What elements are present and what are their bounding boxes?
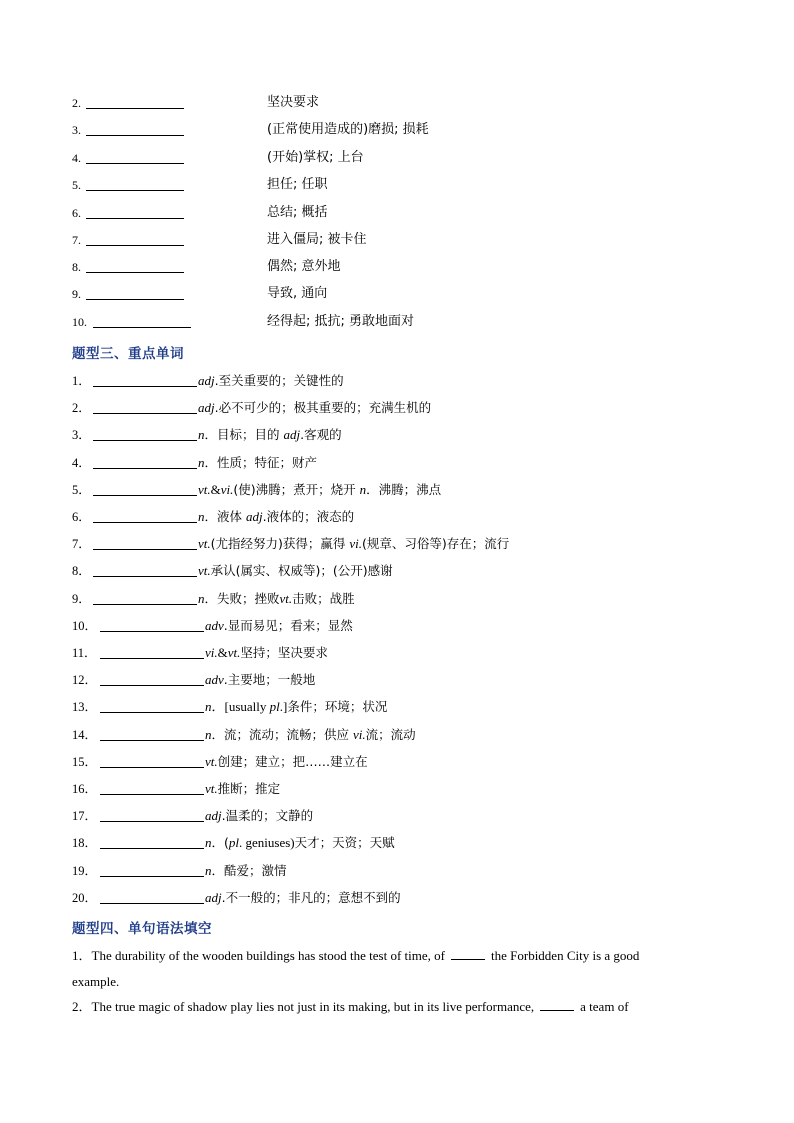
definition-text: .显而易见；看来；显然 xyxy=(223,617,353,633)
part-of-speech: vi. xyxy=(220,481,234,497)
word-definition xyxy=(198,398,431,418)
word-number: 17． xyxy=(72,809,98,824)
part-of-speech: vi. xyxy=(349,536,363,552)
part-of-speech: n xyxy=(198,454,205,470)
sentence-text: The true magic of shadow play lies not just in its making, but in its live performance, xyxy=(91,999,535,1014)
answer-blank[interactable] xyxy=(86,163,184,164)
phrase-row xyxy=(72,284,328,304)
definition-text: ．[usually xyxy=(211,699,270,715)
phrase-meaning: 担任; 任职 xyxy=(267,177,328,192)
word-definition xyxy=(205,643,328,663)
word-definition xyxy=(205,697,387,717)
phrase-meaning: 导致, 通向 xyxy=(267,286,328,301)
answer-blank[interactable] xyxy=(93,468,197,469)
phrase-row xyxy=(72,257,341,277)
part-of-speech: vt. xyxy=(205,781,218,796)
part-of-speech: n xyxy=(359,481,367,497)
phrase-meaning: 经得起; 抵抗; 勇敢地面对 xyxy=(267,314,415,329)
sentence-1-continued xyxy=(72,972,119,992)
definition-text: .至关重要的；关键性的 xyxy=(214,373,344,388)
sentence-number: 2． xyxy=(72,999,92,1014)
answer-blank[interactable] xyxy=(93,495,197,496)
word-definition xyxy=(205,725,416,745)
definition-text: ．( xyxy=(211,835,229,851)
definition-text: (尤指经努力)获得；赢得 xyxy=(210,536,350,552)
word-number: 4． xyxy=(72,455,91,470)
phrase-number: 10. xyxy=(72,315,87,329)
sentence-text: example. xyxy=(72,974,120,989)
definition-text: .温柔的；文静的 xyxy=(221,808,314,824)
word-number: 10． xyxy=(72,618,98,633)
sentence-text: the Forbidden City is a good xyxy=(491,948,640,963)
word-definition xyxy=(198,534,509,554)
part-of-speech: adv xyxy=(205,672,224,688)
answer-blank[interactable] xyxy=(100,631,204,632)
answer-blank[interactable] xyxy=(86,135,184,136)
word-definition xyxy=(198,425,342,445)
word-definition xyxy=(198,589,355,609)
definition-text: (规章、习俗等)存在；流行 xyxy=(362,536,510,552)
definition-text: ．酷爱；激情 xyxy=(211,862,287,878)
word-definition xyxy=(205,616,353,636)
part-of-speech: vt. xyxy=(198,563,211,579)
word-number: 6． xyxy=(72,510,91,524)
definition-text: 天才；天资；天赋 xyxy=(294,835,395,851)
word-definition xyxy=(205,888,401,908)
part-of-speech: n xyxy=(205,862,212,878)
part-of-speech: adj xyxy=(205,889,222,905)
word-number: 15． xyxy=(72,754,98,769)
part-of-speech: adj xyxy=(198,373,215,388)
definition-text: .必不可少的；极其重要的；充满生机的 xyxy=(214,400,432,416)
phrase-meaning: 偶然; 意外地 xyxy=(267,259,341,274)
phrase-number: 6. xyxy=(72,206,81,220)
definition-text: .液体的；液态的 xyxy=(262,509,355,524)
definition-text: & xyxy=(217,645,228,660)
answer-blank[interactable] xyxy=(93,386,197,387)
word-number: 8． xyxy=(72,564,91,579)
answer-blank[interactable] xyxy=(100,876,204,877)
part-of-speech: vt. xyxy=(279,590,293,606)
phrase-meaning: (开始)掌权; 上台 xyxy=(267,150,364,165)
word-number: 3． xyxy=(72,428,91,443)
answer-blank[interactable] xyxy=(86,190,184,191)
word-definition xyxy=(198,507,354,527)
part-of-speech: vt. xyxy=(205,753,218,769)
phrase-row xyxy=(72,175,328,195)
definition-text: 流；流动 xyxy=(365,726,416,742)
phrase-row xyxy=(72,120,429,140)
definition-text: .客观的 xyxy=(300,427,342,443)
phrase-number: 4. xyxy=(72,151,81,165)
word-number: 9． xyxy=(72,591,91,606)
definition-text: .主要地；一般地 xyxy=(223,672,316,688)
part-of-speech: n xyxy=(198,509,205,524)
definition-text: 推断；推定 xyxy=(217,781,281,796)
phrase-row xyxy=(72,203,328,223)
sentence-text: The durability of the wooden buildings has stood the test of time, of xyxy=(91,948,445,963)
word-number: 20． xyxy=(72,890,98,905)
word-definition xyxy=(198,371,344,391)
phrase-meaning: 总结; 概括 xyxy=(267,205,328,220)
answer-blank[interactable] xyxy=(86,108,184,109)
part-of-speech: n xyxy=(205,726,212,742)
phrase-meaning: 坚决要求 xyxy=(267,95,320,110)
word-number: 12． xyxy=(72,673,98,688)
phrase-number: 9. xyxy=(72,287,81,301)
definition-text: .不一般的；非凡的；意想不到的 xyxy=(221,889,401,905)
definition-text: .] xyxy=(279,699,288,715)
part-of-speech: pl xyxy=(228,835,240,851)
part-of-speech: adj xyxy=(245,509,263,524)
phrase-row xyxy=(72,93,320,113)
part-of-speech: adj xyxy=(205,808,222,824)
part-of-speech: vi. xyxy=(352,726,366,742)
definition-text: ．性质；特征；财产 xyxy=(204,454,318,470)
word-definition xyxy=(205,779,280,799)
definition-text: ．失败；挫败 xyxy=(204,590,280,606)
answer-blank[interactable] xyxy=(86,245,184,246)
word-definition xyxy=(205,752,368,772)
answer-blank[interactable] xyxy=(93,576,197,577)
word-number: 16． xyxy=(72,782,98,796)
word-number: 5． xyxy=(72,482,91,497)
answer-blank[interactable] xyxy=(93,604,197,605)
part-of-speech: n xyxy=(205,835,212,851)
phrase-row xyxy=(72,230,367,250)
phrase-number: 8. xyxy=(72,260,81,274)
sentence-2 xyxy=(72,997,629,1017)
word-number: 19． xyxy=(72,863,98,878)
answer-blank[interactable] xyxy=(86,272,184,273)
word-number: 14． xyxy=(72,727,98,742)
answer-blank[interactable] xyxy=(100,658,204,659)
part-of-speech: vt. xyxy=(198,536,211,552)
definition-text: 坚持；坚决要求 xyxy=(240,645,328,660)
answer-blank[interactable] xyxy=(100,794,204,795)
part-of-speech: vt. xyxy=(198,481,211,497)
definition-text: 条件；环境；状况 xyxy=(287,699,388,715)
answer-blank[interactable] xyxy=(100,767,204,768)
word-number: 13． xyxy=(72,700,98,715)
part-of-speech: adv xyxy=(205,617,224,633)
answer-blank[interactable] xyxy=(93,440,197,441)
part-of-speech: n xyxy=(205,699,212,715)
part-of-speech: n xyxy=(198,427,205,443)
answer-blank[interactable] xyxy=(100,740,204,741)
answer-blank[interactable] xyxy=(451,947,485,960)
answer-blank[interactable] xyxy=(93,327,191,328)
phrase-number: 3. xyxy=(72,123,81,137)
phrase-number: 5. xyxy=(72,178,81,192)
definition-text: 创建；建立；把……建立在 xyxy=(217,753,368,769)
word-definition xyxy=(205,670,315,690)
answer-blank[interactable] xyxy=(100,903,204,904)
answer-blank[interactable] xyxy=(93,413,197,414)
word-number: 2． xyxy=(72,401,91,416)
phrase-meaning: (正常使用造成的)磨损; 损耗 xyxy=(267,122,429,137)
answer-blank[interactable] xyxy=(100,848,204,849)
answer-blank[interactable] xyxy=(86,299,184,300)
part-of-speech: adj xyxy=(198,400,215,416)
part-of-speech: vi. xyxy=(205,645,218,660)
answer-blank[interactable] xyxy=(93,549,197,550)
answer-blank[interactable] xyxy=(100,821,204,822)
word-number: 1． xyxy=(72,374,91,388)
definition-text: . geniuses) xyxy=(239,835,295,851)
sentence-text: a team of xyxy=(580,999,629,1014)
phrase-number: 2. xyxy=(72,96,81,110)
word-number: 11． xyxy=(72,646,97,660)
definition-text: & xyxy=(210,481,221,497)
word-definition xyxy=(198,561,393,581)
phrase-number: 7. xyxy=(72,233,81,247)
word-definition xyxy=(205,806,313,826)
word-definition xyxy=(198,453,317,473)
part-of-speech: vt. xyxy=(227,645,241,660)
definition-text: ．液体 xyxy=(204,509,246,524)
word-number: 18． xyxy=(72,836,98,851)
word-definition xyxy=(205,861,287,881)
definition-text: (使)沸腾；煮开；烧开 xyxy=(233,481,360,497)
part-of-speech: pl xyxy=(269,699,280,715)
definition-text: 承认(属实、权威等)；(公开)感谢 xyxy=(210,563,393,579)
definition-text: 击败；战胜 xyxy=(292,590,355,606)
definition-text: ．流；流动；流畅；供应 xyxy=(211,726,353,742)
answer-blank[interactable] xyxy=(540,998,574,1011)
word-definition xyxy=(205,833,395,853)
part-of-speech: n xyxy=(198,590,205,606)
word-definition xyxy=(198,480,441,500)
definition-text: ．沸腾；沸点 xyxy=(366,481,442,497)
answer-blank[interactable] xyxy=(100,685,204,686)
word-number: 7． xyxy=(72,537,91,552)
answer-blank[interactable] xyxy=(86,218,184,219)
phrase-meaning: 进入僵局; 被卡住 xyxy=(267,232,367,247)
section-4-heading: 题型四、单句语法填空 xyxy=(72,921,212,937)
sentence-1 xyxy=(72,946,639,966)
answer-blank[interactable] xyxy=(100,712,204,713)
section-3-heading: 题型三、重点单词 xyxy=(72,346,184,362)
phrase-row xyxy=(72,148,364,168)
answer-blank[interactable] xyxy=(93,522,197,523)
sentence-number: 1． xyxy=(72,948,92,963)
phrase-row xyxy=(72,312,415,332)
definition-text: ．目标；目的 xyxy=(204,427,284,443)
part-of-speech: adj xyxy=(283,427,301,443)
